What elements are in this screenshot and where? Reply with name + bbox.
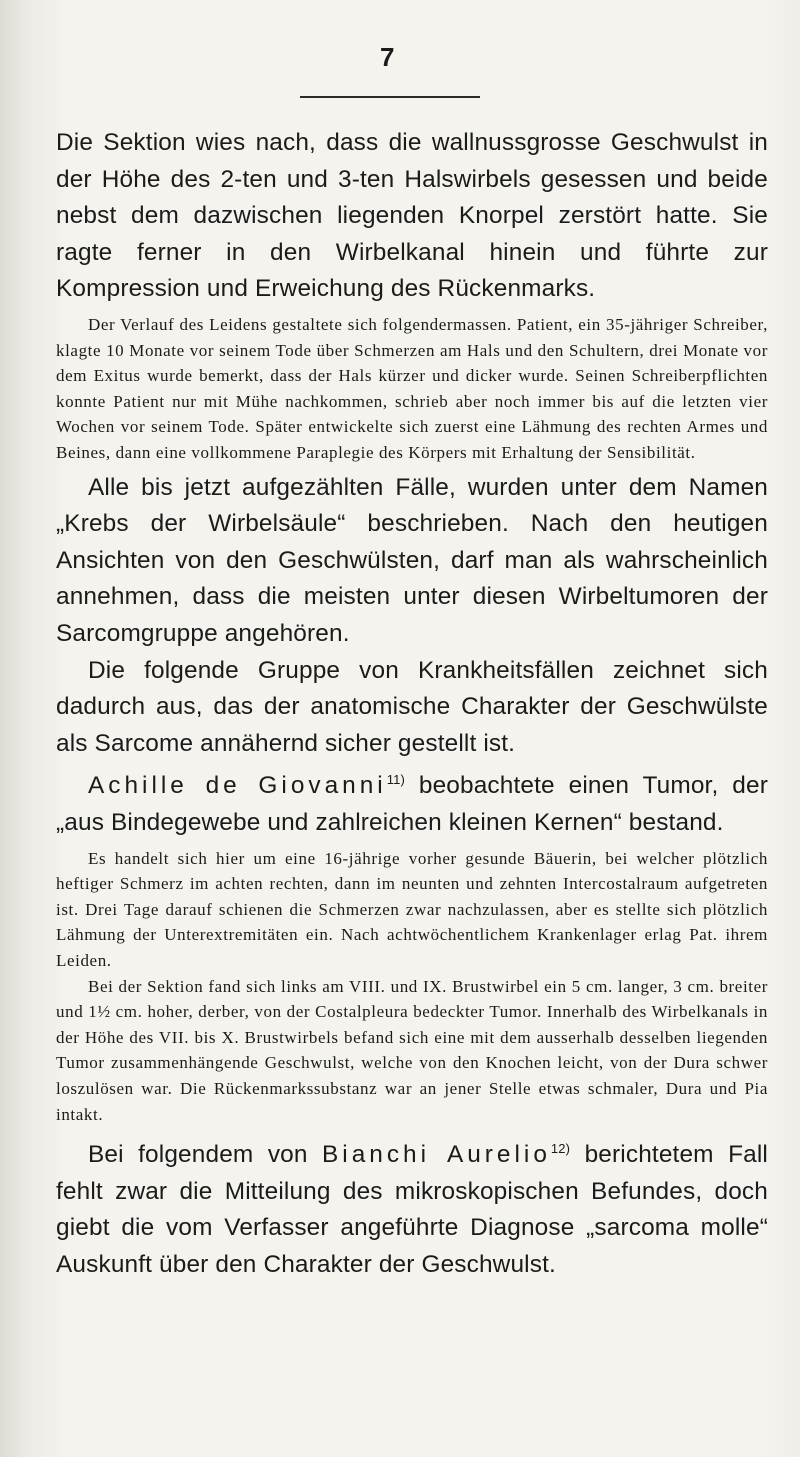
- footnote-ref-12: 12): [550, 1141, 571, 1157]
- paragraph-giovanni-text: beobachtete einen Tumor, der „aus Bindegewebe und zahlreichen kleinen Kernen“ bestand.: [56, 772, 768, 836]
- paragraph-giovanni: [56, 762, 768, 841]
- paragraph-autopsy-cervical: Die Sektion wies nach, dass die wallnussgrosse Geschwulst in der Höhe des 2-ten und 3-ten Halswirbels gesessen und beide nebst dem dazwischen liegenden Knorpel zerstört hatte. Sie ragte ferner in den Wirbelkanal hinein und führte zur Kompression und Erweichung des Rückenmarks.: [56, 129, 768, 303]
- paragraph-sarcoma-group: Die folgende Gruppe von Krankheitsfällen zeichnet sich dadurch aus, das der anatomische Charakter der Geschwülste als Sarcome annähernd sicher gestellt ist.: [56, 656, 768, 757]
- header-rule: [300, 96, 480, 98]
- footnote-ref-11: 11): [386, 772, 405, 788]
- paragraph-case-course: Der Verlauf des Leidens gestaltete sich folgendermassen. Patient, ein 35-jähriger Schreiber, klagte 10 Monate vor seinem Tode über Schmerzen am Hals und den Schultern, drei Monate vor dem Exitus wurde bemerkt, dass der Hals kürzer und dicker wurde. Seinen Schreiberpflichten konnte Patient nur mit Mühe nachkommen, schrieb aber noch immer bis auf die letzten vier Wochen vor seinem Tode. Später entwickelte sich zuerst eine Lähmung des rechten Armes und Beines, dann eine vollkommene Paraplegie des Körpers mit Erhaltung der Sensibilität.: [56, 314, 768, 462]
- paragraph-bianchi-lead: Bei folgendem von: [88, 1141, 323, 1169]
- text-column: [56, 125, 768, 1284]
- paragraph-krebs-summary: Alle bis jetzt aufgezählten Fälle, wurden unter dem Namen „Krebs der Wirbelsäule“ beschrieben. Nach den heutigen Ansichten von den Geschwülsten, darf man als wahrscheinlich annehmen, dass die meisten unter diesen Wirbeltumoren der Sarcomgruppe angehören.: [56, 473, 768, 647]
- paragraph-case-farmer: Es handelt sich hier um eine 16-jährige vorher gesunde Bäuerin, bei welcher plötzlich heftiger Schmerz im achten rechten, dann im neunten und zehnten Intercostalraum aufgetreten ist. Drei Tage darauf schienen die Schmerzen zwar nachzulassen, aber es stellte sich plötzlich Lähmung der Unterextremitäten ein. Nach achtwöchentlichem Krankenlager erlag Pat. ihrem Leiden.: [56, 848, 768, 970]
- page-number: 7: [380, 42, 395, 72]
- author-name-giovanni: Achille de Giovanni: [88, 772, 387, 800]
- author-name-bianchi: Bianchi Aurelio: [322, 1141, 551, 1169]
- paragraph-bianchi-text: berichtetem Fall fehlt zwar die Mitteilung des mikroskopischen Befundes, doch giebt die vom Verfasser angeführte Diagnose „sarcoma molle“ Auskunft über den Charakter der Geschwulst.: [56, 1141, 768, 1279]
- paragraph-bianchi: [56, 1131, 768, 1284]
- paragraph-autopsy-thoracic: Bei der Sektion fand sich links am VIII. und IX. Brustwirbel ein 5 cm. langer, 3 cm. breiter und 1½ cm. hoher, derber, von der Costalpleura bedeckter Tumor. Innerhalb des Wirbelkanals in der Höhe des VII. bis X. Brustwirbels befand sich eine mit dem ausserhalb desselben liegenden Tumor zusammenhängende Geschwulst, welche von den Knochen leicht, von der Dura schwer loszulösen war. Die Rückenmarkssubstanz war an jener Stelle etwas schmaler, Dura und Pia intakt.: [56, 976, 768, 1124]
